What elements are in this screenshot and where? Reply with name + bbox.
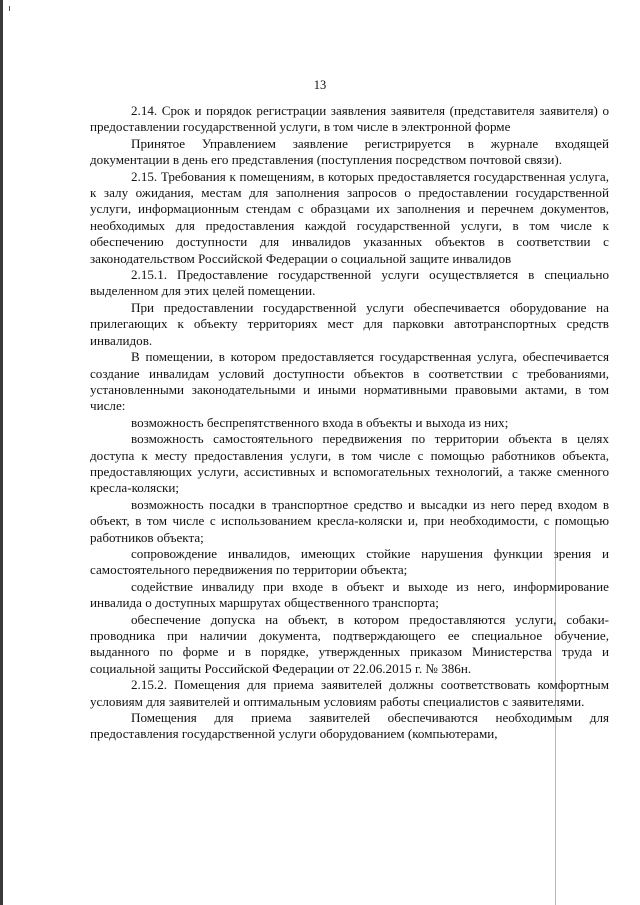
paragraph-2-15-2: 2.15.2. Помещения для приема заявителей должны соответствовать комфортным условиям для заявителей и оптимальным условиям работы специалистов с заявителями. [90, 677, 609, 709]
paragraph: Принятое Управлением заявление регистрируется в журнале входящей документации в день его представления (поступления посредством почтовой связи). [90, 135, 609, 168]
paragraph: При предоставлении государственной услуги обеспечивается оборудование на прилегающих к объекту территориях мест для парковки автотранспортных средств инвалидов. [90, 299, 609, 348]
paragraph: В помещении, в котором предоставляется государственная услуга, обеспечивается создание инвалидам условий доступности объектов в соответствии с требованиями, установленными законодательными и иными нормативными правовыми актами, в том числе: [90, 349, 609, 414]
list-item: содействие инвалиду при входе в объект и выходе из него, информирование инвалида о доступных маршрутах общественного транспорта; [90, 578, 609, 611]
list-item: возможность посадки в транспортное средство и высадки из него перед входом в объект, в том числе с использованием кресла-коляски и, при необходимости, с помощью работников объекта; [90, 496, 609, 545]
paragraph-2-14-title: 2.14. Срок и порядок регистрации заявления заявителя (представителя заявителя) о предоставлении государственной услуги, в том числе в электронной форме [90, 103, 609, 135]
list-item: возможность беспрепятственного входа в объекты и выхода из них; [131, 414, 509, 430]
document-body [90, 103, 609, 743]
list-item: сопровождение инвалидов, имеющих стойкие нарушения функции зрения и самостоятельного передвижения по территории объекта; [90, 545, 609, 578]
paragraph: Помещения для приема заявителей обеспечиваются необходимым для предоставления государственной услуги оборудованием (компьютерами, [90, 710, 609, 742]
list-item: обеспечение допуска на объект, в котором предоставляются услуги, собаки-проводника при наличии документа, подтверждающего ее специальное обучение, выданного по форме и в порядке, утвержденных приказом Министерства труда и социальной защиты Российской Федерации от 22.06.2015 г. № 386н. [90, 611, 609, 676]
list-item: возможность самостоятельного передвижения по территории объекта в целях доступа к месту предоставления услуги, в том числе с помощью работников объекта, предоставляющих услуги, ассистивных и вспомогательных технологий, а также сменного кресла-коляски; [90, 431, 609, 496]
scan-corner-mark [9, 6, 10, 11]
paragraph-2-15-1: 2.15.1. Предоставление государственной услуги осуществляется в специально выделенном для этих целей помещении. [90, 267, 609, 299]
paragraph-2-15-title: 2.15. Требования к помещениям, в которых предоставляется государственная услуга, к залу ожидания, местам для заполнения запросов о предоставлении государственной услуги, информационным стендам с образцами их заполнения и перечнем документов, необходимых для предоставления каждой государственной услуги, в том числе к обеспечению доступности для инвалидов указанных объектов в соответствии с законодательством Российской Федерации о социальной защите инвалидов [90, 168, 609, 266]
page-number: 13 [313, 78, 327, 92]
scan-left-edge [0, 0, 3, 905]
